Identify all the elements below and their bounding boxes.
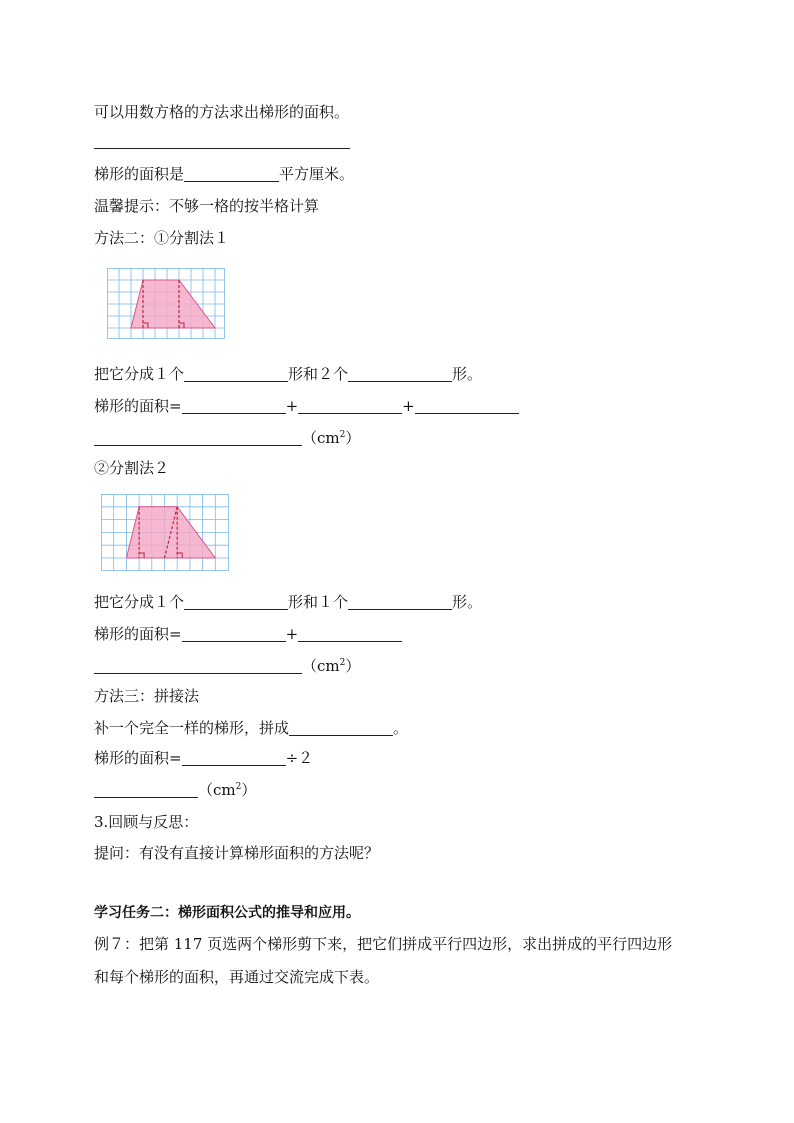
split2-text-b: 形和１个	[288, 593, 349, 611]
split2-result-row	[94, 656, 360, 676]
combine-period: 。	[393, 719, 409, 737]
plus-sign: +	[285, 397, 299, 415]
split2-blank-2[interactable]	[348, 594, 452, 610]
split2-area-blank-2[interactable]	[298, 626, 402, 642]
split2-text-a: 把它分成１个	[94, 593, 185, 611]
example-seven-line-1: 例７：把第 117 页选两个梯形剪下来，把它们拼成平行四边形，求出拼成的平行四边形	[94, 935, 673, 953]
unit-cm2: $(cm^2)$	[302, 657, 361, 675]
trapezoid-figure-split-2	[101, 494, 230, 572]
combine-row	[94, 718, 408, 738]
split1-area-label: 梯形的面积=	[94, 397, 182, 415]
split1-result-row	[94, 428, 360, 448]
split2-area-blank-1[interactable]	[182, 626, 286, 642]
unit-cm2: $(cm^2)$	[198, 781, 257, 799]
split1-result-blank[interactable]	[94, 430, 302, 446]
split2-heading: ②分割法２	[94, 459, 170, 477]
plus-sign: +	[402, 397, 415, 415]
hint-text: 温馨提示：不够一格的按半格计算	[94, 197, 320, 215]
example-seven-line-2: 和每个梯形的面积，再通过交流完成下表。	[94, 968, 380, 986]
method-two-heading: 方法二：①分割法１	[94, 229, 230, 247]
split1-blank-2[interactable]	[348, 366, 452, 382]
method-three-heading: 方法三：拼接法	[94, 687, 200, 705]
task-two-heading: 学习任务二：梯形面积公式的推导和应用。	[94, 905, 360, 921]
area-answer-row	[94, 164, 354, 184]
review-question: 提问：有没有直接计算梯形面积的方法呢？	[94, 844, 380, 862]
split1-parts-row	[94, 364, 482, 384]
split2-text-c: 形。	[452, 593, 483, 611]
combine-result-row	[94, 780, 256, 800]
combine-area-label: 梯形的面积=	[94, 749, 182, 767]
split1-area-blank-2[interactable]	[298, 398, 402, 414]
area-label: 梯形的面积是	[94, 165, 185, 183]
split1-area-row	[94, 396, 519, 416]
split1-area-blank-1[interactable]	[182, 398, 286, 414]
plus-sign: +	[285, 625, 299, 643]
area-blank[interactable]	[184, 166, 279, 182]
combine-area-blank[interactable]	[182, 750, 286, 766]
split1-text-a: 把它分成１个	[94, 365, 185, 383]
split1-area-blank-3[interactable]	[415, 398, 519, 414]
split1-text-c: 形。	[452, 365, 483, 383]
unit-cm2: $(cm^2)$	[302, 429, 361, 447]
answer-line[interactable]	[94, 148, 350, 149]
review-heading: 3.回顾与反思：	[94, 813, 199, 831]
area-unit: 平方厘米。	[279, 165, 355, 183]
split1-blank-1[interactable]	[184, 366, 288, 382]
intro-text: 可以用数方格的方法求出梯形的面积。	[94, 103, 350, 121]
split2-area-label: 梯形的面积=	[94, 625, 182, 643]
split2-blank-1[interactable]	[184, 594, 288, 610]
combine-area-row	[94, 748, 313, 768]
trapezoid-figure-split-1	[107, 268, 226, 340]
split1-text-b: 形和２个	[288, 365, 349, 383]
combine-text: 补一个完全一样的梯形，拼成	[94, 719, 290, 737]
combine-blank[interactable]	[289, 720, 393, 736]
split2-area-row	[94, 624, 402, 644]
divide-two: ÷２	[285, 749, 314, 767]
split2-result-blank[interactable]	[94, 658, 302, 674]
split2-parts-row	[94, 592, 482, 612]
combine-result-blank[interactable]	[94, 782, 198, 798]
